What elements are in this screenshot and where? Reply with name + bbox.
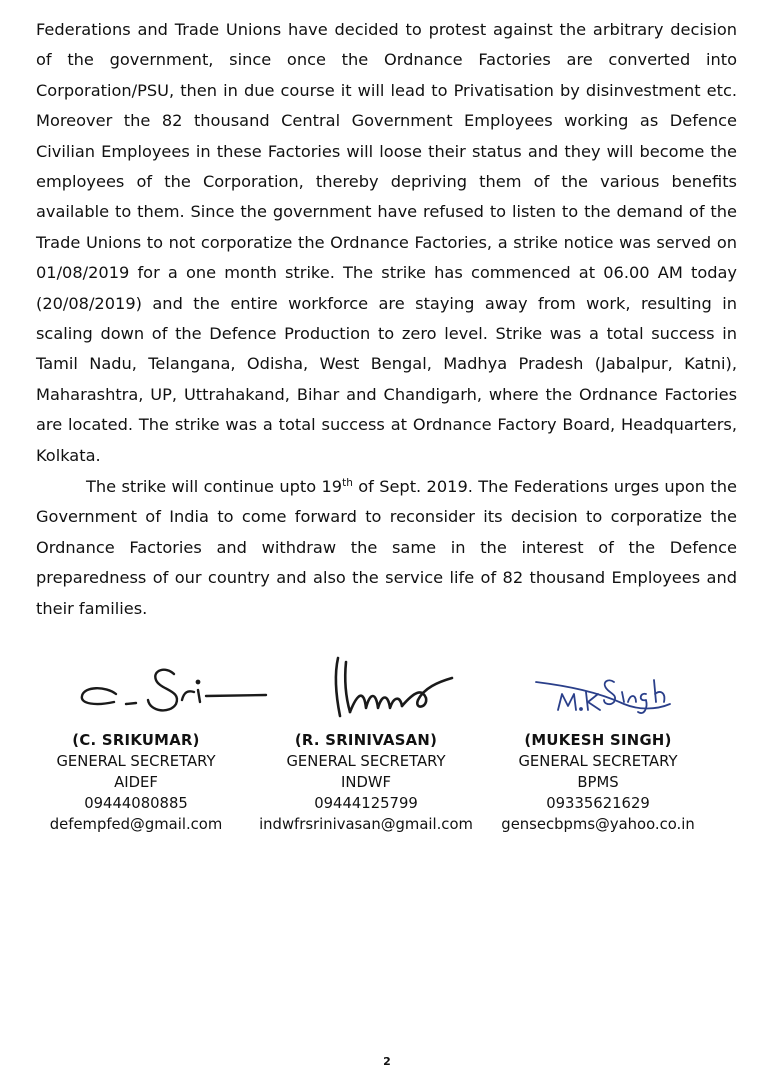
signatory-block-mukesh-singh [478, 730, 718, 835]
signatory-organisation: AIDEF [114, 774, 158, 791]
signature-srikumar [70, 652, 270, 732]
signatory-phone: 09444125799 [314, 795, 418, 812]
signatory-email: indwfrsrinivasan@gmail.com [259, 816, 473, 833]
signature-srinivasan [318, 652, 468, 732]
signatory-designation: GENERAL SECRETARY [286, 753, 446, 770]
signatory-name: (R. SRINIVASAN) [294, 732, 438, 749]
signatory-name: (MUKESH SINGH) [524, 732, 672, 749]
signatory-name: (C. SRIKUMAR) [72, 732, 200, 749]
signatory-phone: 09444080885 [84, 795, 188, 812]
signatory-block-srikumar [16, 730, 256, 835]
paragraph-2-text-start: The strike will continue upto 19 [86, 477, 343, 496]
signatory-email: defempfed@gmail.com [49, 816, 223, 833]
signatory-designation: GENERAL SECRETARY [518, 753, 678, 770]
signatory-email: gensecbpms@yahoo.co.in [501, 816, 695, 833]
signatory-phone: 09335621629 [546, 795, 650, 812]
signatory-designation: GENERAL SECRETARY [56, 753, 216, 770]
body-paragraph-2 [36, 472, 737, 624]
body-paragraph-1: Federations and Trade Unions have decided to protest against the arbitrary decision of the government, since once the Ordnance Factories are converted into Corporation/PSU, then in due course it will lead to Privatisation by disinvestment etc. Moreover the 82 thousand Central Government Employees working as Defence Civilian Employees in these Factories will loose their status and they will become the employees of the Corporation, thereby depriving them of the various benefits available to them. Since the government have refused to listen to the demand of the Trade Unions to not corporatize the Ordnance Factories, a strike notice was served on 01/08/2019 for a one month strike. The strike has commenced at 06.00 AM today (20/08/2019) and the entire workforce are staying away from work, resulting in scaling down of the Defence Production to zero level. Strike was a total success in Tamil Nadu, Telangana, Odisha, West Bengal, Madhya Pradesh (Jabalpur, Katni), Maharashtra, UP, Uttrahakand, Bihar and Chandigarh, where the Ordnance Factories are located. The strike was a total success at Ordnance Factory Board, Headquarters, Kolkata. [36, 20, 737, 465]
ordinal-superscript: th [342, 477, 353, 490]
signatory-block-srinivasan [246, 730, 486, 835]
signatory-organisation: INDWF [341, 774, 391, 791]
signatory-organisation: BPMS [577, 774, 619, 791]
paragraph-2-text-end: of Sept. 2019. The Federations urges upon the Government of India to come forward to reconsider its decision to corporatize the Ordnance Factories and withdraw the same in the interest of the Defence preparedness of our country and also the service life of 82 thousand Employees and their families. [36, 477, 737, 618]
signature-mukesh-singh [528, 652, 678, 732]
page-number: 2 [383, 1055, 391, 1068]
